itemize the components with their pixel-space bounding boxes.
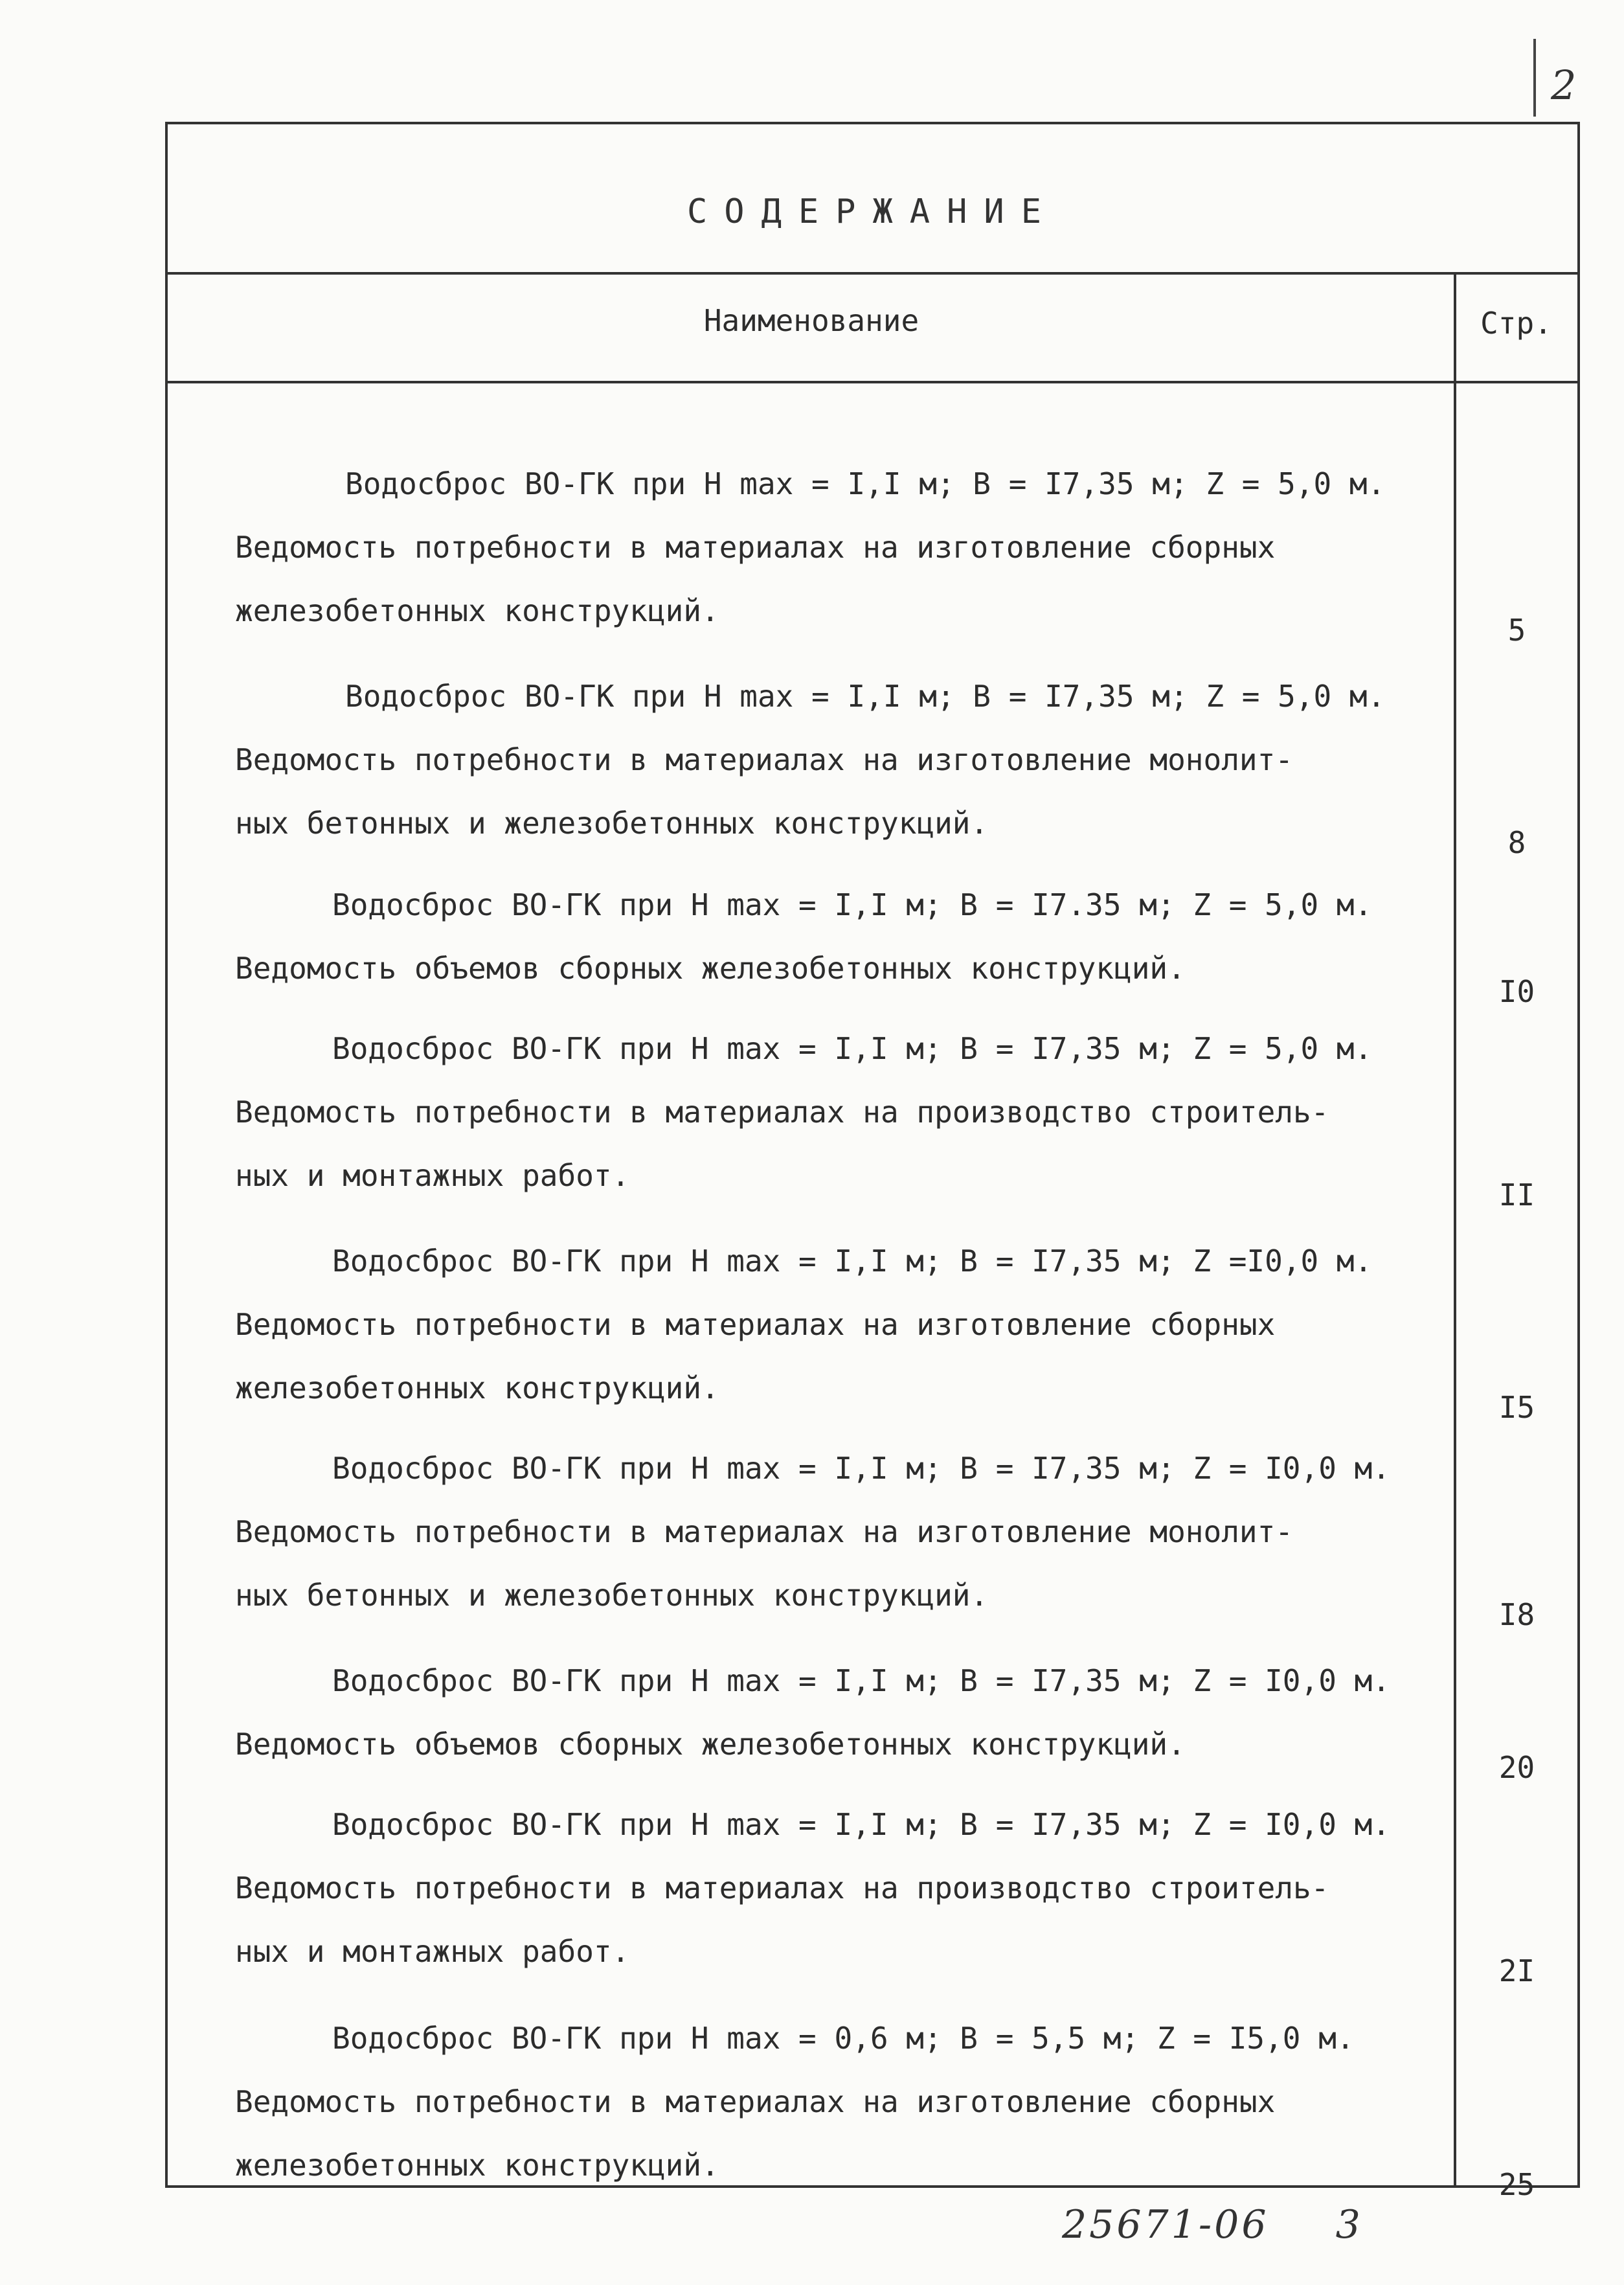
entry-page: 25 xyxy=(1498,2167,1535,2202)
entry-line: Ведомость потребности в материалах на изготовление сборных xyxy=(235,530,1276,565)
entry-page: II xyxy=(1498,1177,1535,1212)
column-header-page: Стр. xyxy=(1480,306,1552,341)
entry-line: Водосброс ВО-ГК при H max = 0,6 м; B = 5,5 м; Z = I5,0 м. xyxy=(332,2021,1355,2056)
entry-line: Водосброс ВО-ГК при H max = I,I м; B = I7.35 м; Z = 5,0 м. xyxy=(332,887,1373,922)
entry-text xyxy=(235,1017,1452,1207)
entry-line: Водосброс ВО-ГК при H max = I,I м; B = I7,35 м; Z = I0,0 м. xyxy=(332,1807,1390,1842)
entry-text xyxy=(235,1229,1452,1420)
contents-table xyxy=(165,122,1580,2202)
entry-line: ных и монтажных работ. xyxy=(235,1934,630,1969)
entry-line: Водосброс ВО-ГК при H max = I,I м; B = I7,35 м; Z = 5,0 м. xyxy=(345,679,1386,714)
sheet-number: 2 xyxy=(1551,62,1577,109)
entry-line: железобетонных конструкций. xyxy=(235,593,719,628)
entry-line: Водосброс ВО-ГК при H max = I,I м; B = I7,35 м; Z = I0,0 м. xyxy=(332,1663,1390,1698)
entry-text xyxy=(235,665,1452,855)
entry-line: Ведомость потребности в материалах на производство строитель- xyxy=(235,1870,1329,1905)
column-divider xyxy=(1454,272,1456,2185)
entry-line: Ведомость объемов сборных железобетонных конструкций. xyxy=(235,951,1186,986)
entry-line: Ведомость потребности в материалах на изготовление монолит- xyxy=(235,742,1293,777)
title-row xyxy=(168,124,1577,275)
entry-line: ных бетонных и железобетонных конструкций. xyxy=(235,1578,989,1613)
entry-page: I0 xyxy=(1498,974,1535,1009)
entry-text xyxy=(235,873,1452,1000)
footer-page-number: 3 xyxy=(1335,2202,1363,2247)
entry-line: Водосброс ВО-ГК при H max = I,I м; B = I7,35 м; Z = 5,0 м. xyxy=(332,1031,1373,1066)
entry-line: Ведомость потребности в материалах на изготовление сборных xyxy=(235,1307,1276,1342)
column-header-row xyxy=(168,272,1577,383)
entry-line: железобетонных конструкций. xyxy=(235,1370,719,1405)
entry-line: ных бетонных и железобетонных конструкций. xyxy=(235,806,989,841)
entry-text xyxy=(235,2006,1452,2197)
entry-text xyxy=(235,1649,1452,1776)
entry-line: железобетонных конструкций. xyxy=(235,2148,719,2183)
entry-line: Водосброс ВО-ГК при H max = I,I м; B = I7,35 м; Z =I0,0 м. xyxy=(332,1244,1373,1279)
entry-line: Ведомость потребности в материалах на изготовление монолит- xyxy=(235,1514,1293,1549)
entry-line: Ведомость потребности в материалах на изготовление сборных xyxy=(235,2084,1276,2119)
entry-text xyxy=(235,1437,1452,1627)
column-header-name: Наименование xyxy=(703,303,919,338)
entry-line: Ведомость объемов сборных железобетонных конструкций. xyxy=(235,1727,1186,1762)
entry-line: Водосброс ВО-ГК при H max = I,I м; B = I7,35 м; Z = I0,0 м. xyxy=(332,1451,1390,1486)
entry-page: 20 xyxy=(1498,1750,1535,1785)
entry-line: Водосброс ВО-ГК при H max = I,I м; B = I7,35 м; Z = 5,0 м. xyxy=(345,466,1386,501)
entry-page: 5 xyxy=(1507,613,1526,648)
entry-page: I8 xyxy=(1498,1597,1535,1632)
entry-line: ных и монтажных работ. xyxy=(235,1158,630,1193)
entry-line: Ведомость потребности в материалах на производство строитель- xyxy=(235,1095,1329,1130)
corner-mark xyxy=(1533,39,1536,117)
entry-page: 8 xyxy=(1507,825,1526,860)
entry-text xyxy=(235,1793,1452,1983)
entry-page: I5 xyxy=(1498,1390,1535,1425)
entry-page: 2I xyxy=(1498,1953,1535,1988)
document-code xyxy=(1062,2202,1363,2247)
entry-text xyxy=(235,452,1452,642)
page-title: СОДЕРЖАНИЕ xyxy=(686,192,1059,231)
document-number: 25671-06 xyxy=(1062,2202,1269,2247)
